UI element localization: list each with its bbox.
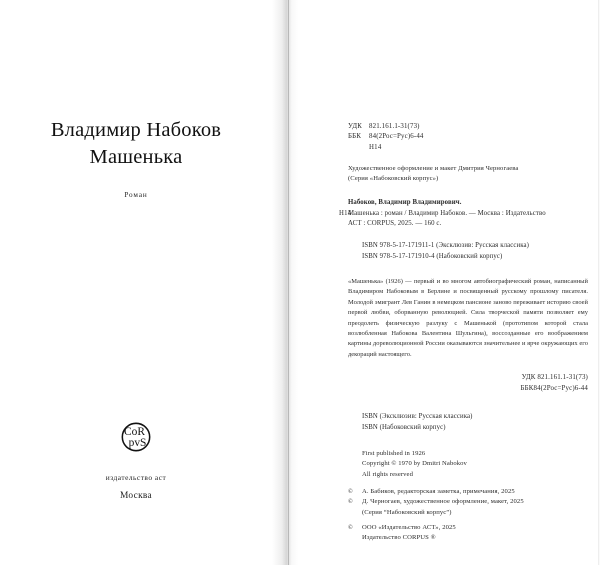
annotation-text: «Машенька» (1926) — первый и во многом автобиографический роман, написанный Владимиром Набоковым в Берлине и посвященный русскому прошлому писателя. Молодой эмигрант Лев Ганин в немецком пансионе заново переживает историю своей первой любви, оборванную революцией. Сила творческой памяти позволяет ему преодолеть физическую разлуку с Машенькой (прототипом которой стала возлюбленная Набокова Валентина Шульгина), воссозданные его воображением картины дореволюционной России оказываются значительнее и ярче окружающих его декораций настоящего. [348,277,588,358]
credit-text: ООО «Издательство АСТ», 2025 [362,523,456,531]
design-credit [348,164,588,184]
author-code: Н14 [369,143,382,151]
credit-row [348,487,588,498]
copyright-icon: © [348,498,353,506]
page-title: Машенька [89,146,183,169]
isbn-line: ISBN 978-5-17-171910-4 (Набоковский корпус) [362,252,503,260]
publication-city: Москва [119,491,152,501]
credits-block [348,487,588,544]
udk-repeat: УДК 821.161.1-31(73) [521,374,588,382]
genre-label: Роман [124,191,148,200]
isbn-line: ISBN 978-5-17-171911-1 (Эксклюзив: Русская классика) [362,242,529,250]
bbk-label: ББК [348,133,362,141]
svg-text:pvS: pvS [128,437,147,450]
credit-row [348,497,588,508]
udk-value: 821.161.1-31(73) [369,123,420,130]
credit-subtext: (Серия “Набоковский корпус”) [362,508,452,516]
cip-classification [348,122,588,153]
title-page [0,0,288,565]
all-rights-reserved-line: All rights reserved [362,470,413,478]
isbn-blank-line: ISBN (Эксклюзив: Русская классика) [362,413,473,421]
design-credit-line-1: Художественное оформление и макет Дмитрия Черногаева [348,165,519,173]
bbk-row [348,132,588,142]
title-block [0,118,272,199]
colophon [339,122,588,544]
bib-description-line-2: АСТ : CORPUS, 2025. — 160 с. [348,219,442,227]
bbk-repeat: ББК84(2Рос=Рус)6-44 [520,384,588,392]
svg-text:CoR: CoR [124,426,145,439]
credit-text: А. Бабиков, редакторская заметка, примечания, 2025 [362,487,515,495]
bib-marker: Н14 [339,209,352,217]
copyright-line: Copyright © 1970 by Dmitri Nabokov [362,460,467,468]
bibliographic-entry [339,198,588,229]
copyright-icon: © [348,523,353,531]
isbn-blank-list [348,412,588,433]
bib-description-line-1: Машенька : роман / Владимир Набоков. — Москва : Издательство [348,209,546,217]
first-published-line: First published in 1926 [362,449,426,457]
udk-row [348,122,588,132]
author-name: Владимир Набоков [50,119,222,141]
cip-classification-repeat [348,373,588,394]
corpus-logo-icon [117,418,155,456]
bbk-value: 84(2Рос=Рус)6-44 [369,133,424,141]
credit-subtext: Издательство CORPUS ® [362,534,436,542]
credit-text: Д. Черногаев, художественное оформление, макет, 2025 [362,498,524,506]
imprint-block [0,418,272,501]
publisher-name: издательство аст [105,473,167,482]
isbn-list [348,241,588,262]
credit-row [348,523,588,534]
isbn-blank-line: ISBN (Набоковский корпус) [362,423,446,431]
rights-block [348,449,588,481]
bib-author: Набоков, Владимир Владимирович. [348,199,462,207]
udk-label: УДК [348,123,363,130]
copyright-icon: © [348,487,353,495]
design-credit-line-2: (Серия «Набоковский корпус») [348,175,439,183]
